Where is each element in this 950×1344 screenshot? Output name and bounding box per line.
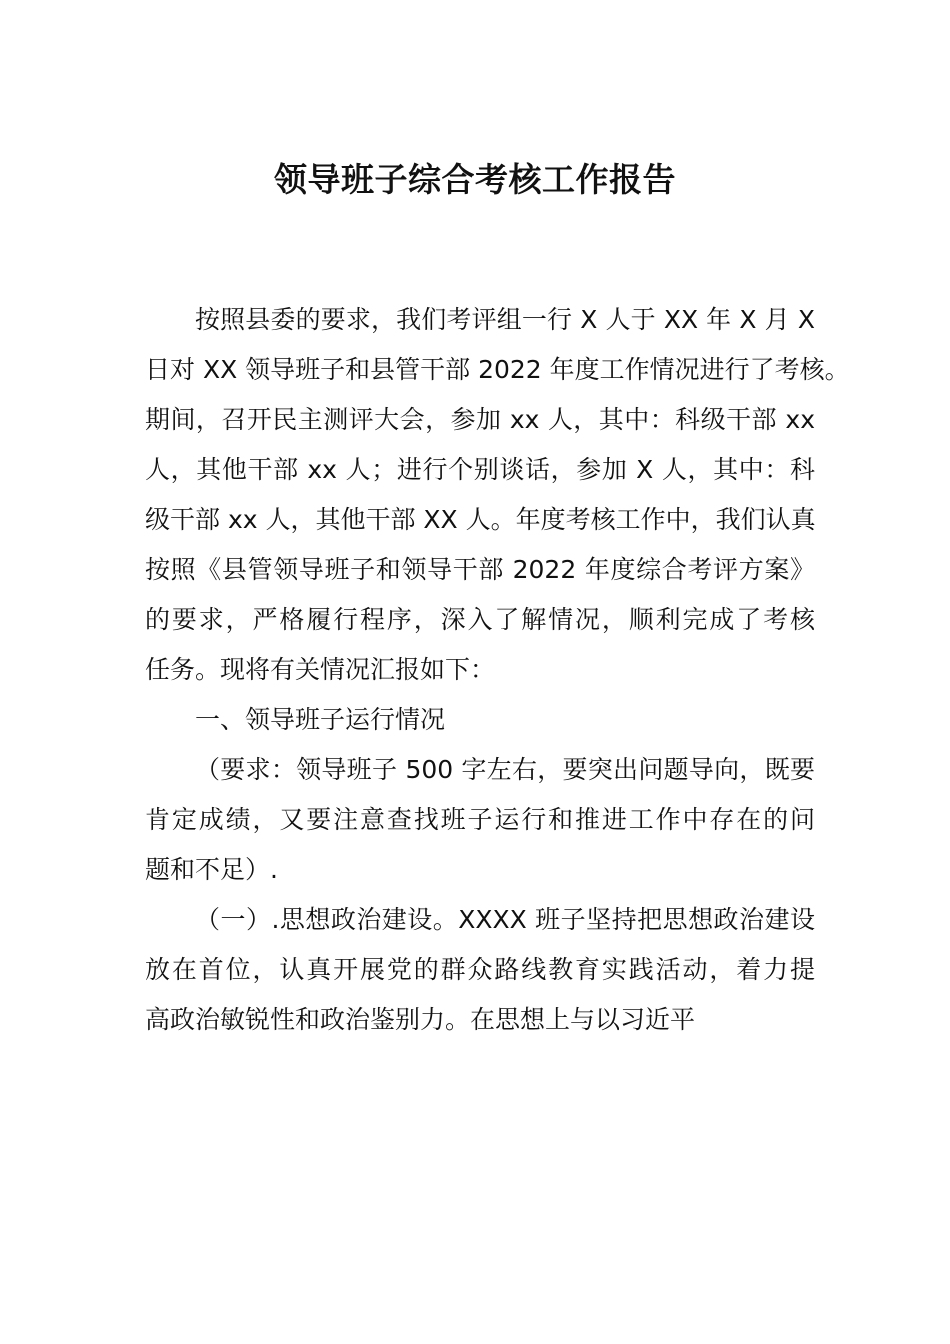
paragraph-line: 任务。现将有关情况汇报如下： [145,655,496,684]
paragraph-line: 放在首位，认真开展党的群众路线教育实践活动，着力提 [145,955,815,984]
paragraph-line: 日对 XX 领导班子和县管干部 2022 年度工作情况进行了考核。 [145,355,850,384]
paragraph-line: （一）.思想政治建设。XXXX 班子坚持把思想政治建设 [195,905,815,934]
paragraph-line: 期间，召开民主测评大会，参加 xx 人，其中：科级干部 xx [145,405,815,434]
paragraph-line: 题和不足）. [145,855,278,884]
paragraph-line: 人，其他干部 xx 人；进行个别谈话，参加 X 人，其中：科 [145,455,815,484]
section-heading: 一、领导班子运行情况 [195,705,446,734]
paragraph-line: （要求：领导班子 500 字左右，要突出问题导向，既要 [195,755,815,784]
document-title: 领导班子综合考核工作报告 [274,160,676,199]
paragraph-line: 肯定成绩，又要注意查找班子运行和推进工作中存在的问 [145,805,815,834]
paragraph-line: 高政治敏锐性和政治鉴别力。在思想上与以习近平 [145,1005,696,1034]
paragraph-line: 级干部 xx 人，其他干部 XX 人。年度考核工作中，我们认真 [145,505,816,534]
paragraph-line: 按照《县管领导班子和领导干部 2022 年度综合考评方案》 [145,555,815,584]
paragraph-line: 按照县委的要求，我们考评组一行 X 人于 XX 年 X 月 X [195,305,815,334]
paragraph-line: 的要求，严格履行程序，深入了解情况，顺利完成了考核 [145,605,815,634]
